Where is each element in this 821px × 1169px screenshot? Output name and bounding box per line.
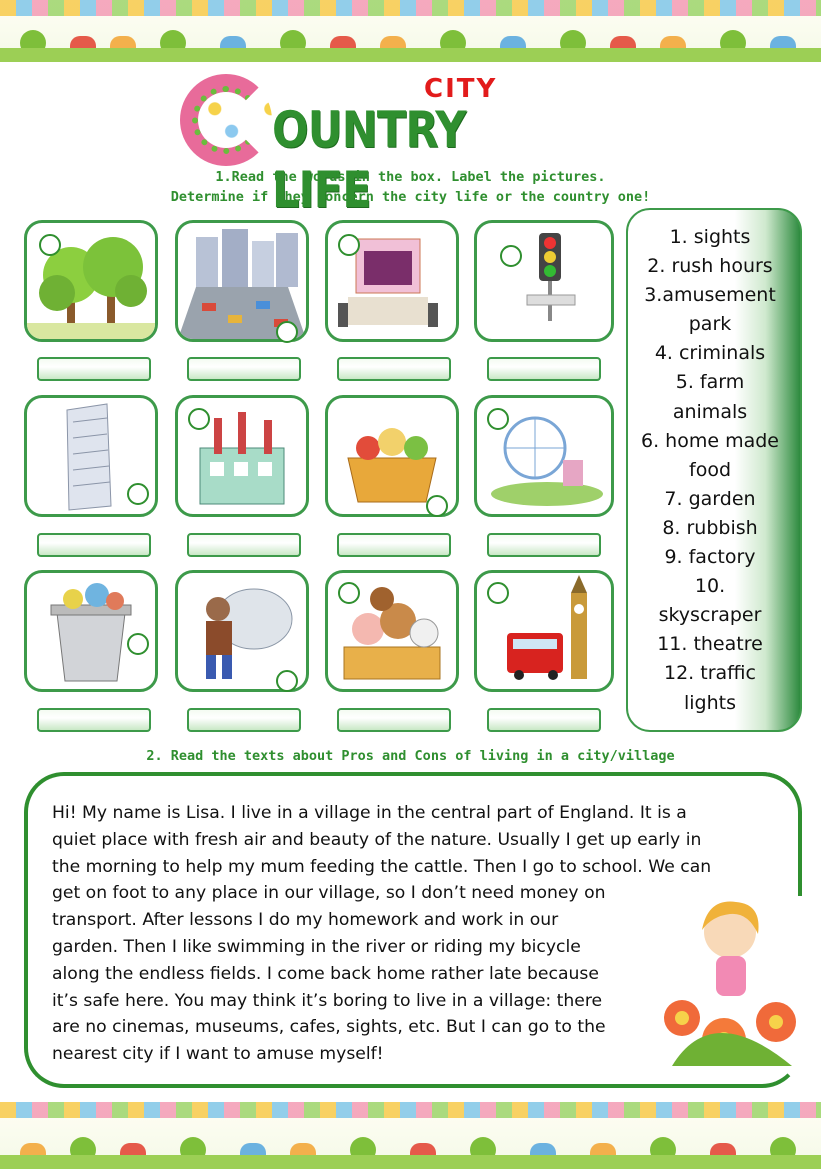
word-box xyxy=(626,208,802,732)
instruction-line-1: 1.Read the words in the box. Label the pictures. xyxy=(215,169,606,185)
word-box-line: 11. theatre xyxy=(657,633,763,656)
word-box-line: 4. criminals xyxy=(654,342,766,365)
word-box-line: 7. garden xyxy=(664,487,756,510)
label-field-8[interactable] xyxy=(487,533,601,557)
title-city-word: CITY xyxy=(424,74,498,104)
label-field-2[interactable] xyxy=(187,357,301,381)
label-field-4[interactable] xyxy=(487,357,601,381)
answer-circle-8[interactable] xyxy=(487,408,509,430)
answer-circle-1[interactable] xyxy=(39,234,61,256)
girl-with-flowers-icon xyxy=(652,890,812,1070)
label-field-7[interactable] xyxy=(337,533,451,557)
answer-circle-9[interactable] xyxy=(127,633,149,655)
answer-circle-4[interactable] xyxy=(500,245,522,267)
story-line: along the endless fields. I come back home rather late because xyxy=(52,963,599,984)
instruction-line-2: Determine if they concern the city life or the country one! xyxy=(170,189,651,205)
picture-card-4 xyxy=(474,220,614,342)
label-field-12[interactable] xyxy=(487,708,601,732)
label-field-6[interactable] xyxy=(187,533,301,557)
label-field-3[interactable] xyxy=(337,357,451,381)
answer-circle-2[interactable] xyxy=(276,321,298,343)
answer-circle-11[interactable] xyxy=(338,582,360,604)
answer-circle-10[interactable] xyxy=(276,670,298,692)
answer-circle-5[interactable] xyxy=(127,483,149,505)
story-line: the morning to help my mum feeding the cattle. Then I go to school. We can xyxy=(52,856,712,877)
word-box-line: 9. factory xyxy=(664,546,756,569)
answer-circle-3[interactable] xyxy=(338,234,360,256)
task-2-instruction: 2. Read the texts about Pros and Cons of living in a city/village xyxy=(146,748,675,764)
story-line: transport. After lessons I do my homework and work in our xyxy=(52,910,559,931)
word-box-line: skyscraper xyxy=(658,604,762,627)
label-field-9[interactable] xyxy=(37,708,151,732)
story-line: quiet place with fresh air and beauty of the nature. Usually I get up early in xyxy=(52,829,702,850)
word-box-line: 10. xyxy=(694,575,726,598)
word-box-line: lights xyxy=(683,691,736,714)
word-box-line: 6. home made xyxy=(641,429,779,452)
word-box-line: 1. sights xyxy=(669,226,751,248)
story-line: get on foot to any place in our village, so I don’t need money on xyxy=(52,883,606,904)
bottom-decorative-border xyxy=(0,1102,821,1169)
label-field-1[interactable] xyxy=(37,357,151,381)
flower-letter-c-icon xyxy=(180,74,272,166)
traffic-light-icon xyxy=(477,223,611,339)
story-line: nearest city if I want to amuse myself! xyxy=(52,1044,384,1065)
word-box-line: food xyxy=(689,458,731,481)
story-line: Hi! My name is Lisa. I live in a village in the central part of England. It is a xyxy=(52,803,687,823)
label-field-10[interactable] xyxy=(187,708,301,732)
label-field-5[interactable] xyxy=(37,533,151,557)
story-line: it’s safe here. You may think it’s boring to live in a village: there xyxy=(52,990,603,1011)
word-box-line: 2. rush hours xyxy=(647,255,773,278)
word-box-line: animals xyxy=(672,400,748,423)
word-box-line: 3.amusement xyxy=(644,284,776,307)
rubbish-bin-icon xyxy=(27,573,155,689)
story-line: garden. Then I like swimming in the river or riding my bicycle xyxy=(52,936,581,957)
word-box-line: 8. rubbish xyxy=(662,516,758,539)
word-box-line: 5. farm xyxy=(675,371,745,394)
word-box-line: 12. traffic xyxy=(664,662,756,685)
story-line: are no cinemas, museums, cafes, sights, etc. But I can go to the xyxy=(52,1017,606,1038)
top-decorative-border xyxy=(0,0,821,62)
answer-circle-6[interactable] xyxy=(188,408,210,430)
word-box-line: park xyxy=(688,313,732,336)
answer-circle-12[interactable] xyxy=(487,582,509,604)
title-country-life: OUNTRY LIFE xyxy=(272,101,466,219)
label-field-11[interactable] xyxy=(337,708,451,732)
picture-card-9 xyxy=(24,570,158,692)
reading-text xyxy=(52,800,752,1068)
answer-circle-7[interactable] xyxy=(426,495,448,517)
